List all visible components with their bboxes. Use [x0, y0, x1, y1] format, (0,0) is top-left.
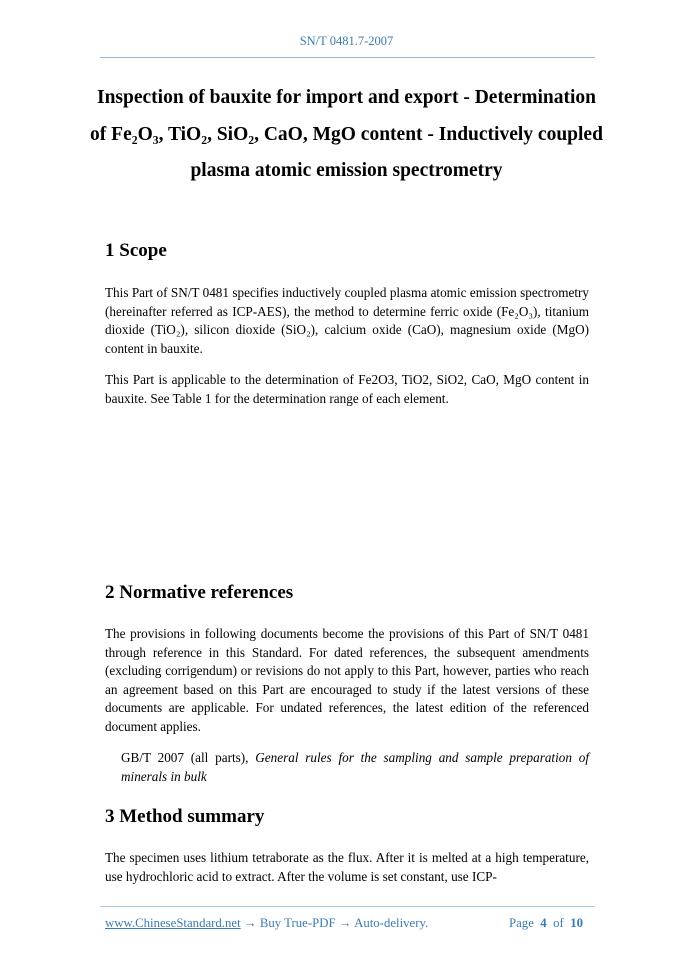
current-page: 4 — [540, 916, 547, 930]
document-title: Inspection of bauxite for import and export - Determination of Fe₂O₃, TiO₂, SiO₂, CaO, MgO content - Inductively coupled plasma atomic emission spectrometry — [90, 87, 603, 181]
page-label: Page — [509, 916, 534, 930]
section-heading-scope: 1 Scope — [105, 240, 167, 261]
method-summary-paragraph: The specimen uses lithium tetraborate as the flux. After it is melted at a high temperature, use hydrochloric acid to extract. After the volume is set constant, use ICP- — [105, 850, 589, 884]
section-heading-method-summary: 3 Method summary — [105, 806, 265, 827]
of-label: of — [553, 916, 564, 930]
footer-promo-text: → Buy True-PDF → Auto-delivery. — [240, 916, 429, 930]
reference-entry — [121, 749, 589, 786]
reference-code: GB/T 2007 (all parts), — [121, 750, 256, 765]
page-indicator — [509, 916, 583, 931]
scope-paragraph-2: This Part is applicable to the determination of Fe2O3, TiO2, SiO2, CaO, MgO content in bauxite. See Table 1 for the determination range of each element. — [105, 372, 589, 406]
footer-promo — [105, 916, 428, 931]
document-code-header: SN/T 0481.7-2007 — [299, 34, 394, 48]
normative-references-paragraph: The provisions in following documents become the provisions of this Part of SN/T 0481 through reference in this Standard. For dated references, the subsequent amendments (excluding corrigendum) or revisions do not apply to this Part, however, parties who reach an agreement based on this Part are encouraged to study if the latest versions of these documents are applicable. For undated references, the latest edition of the referenced document applies. — [105, 626, 589, 734]
footer-divider — [100, 906, 595, 907]
total-pages: 10 — [570, 916, 583, 930]
reference-title: General rules for the sampling and sample preparation of minerals in bulk — [121, 750, 589, 784]
footer-website-link[interactable]: www.ChineseStandard.net — [105, 916, 241, 930]
scope-paragraph-1: This Part of SN/T 0481 specifies inductively coupled plasma atomic emission spectrometry (hereinafter referred as ICP-AES), the method to determine ferric oxide (Fe₂O₃), titanium dioxide (TiO₂), silicon dioxide (SiO₂), calcium oxide (CaO), magnesium oxide (MgO) content in bauxite. — [105, 285, 589, 356]
section-heading-normative-references: 2 Normative references — [105, 582, 294, 603]
header-divider — [100, 57, 595, 58]
